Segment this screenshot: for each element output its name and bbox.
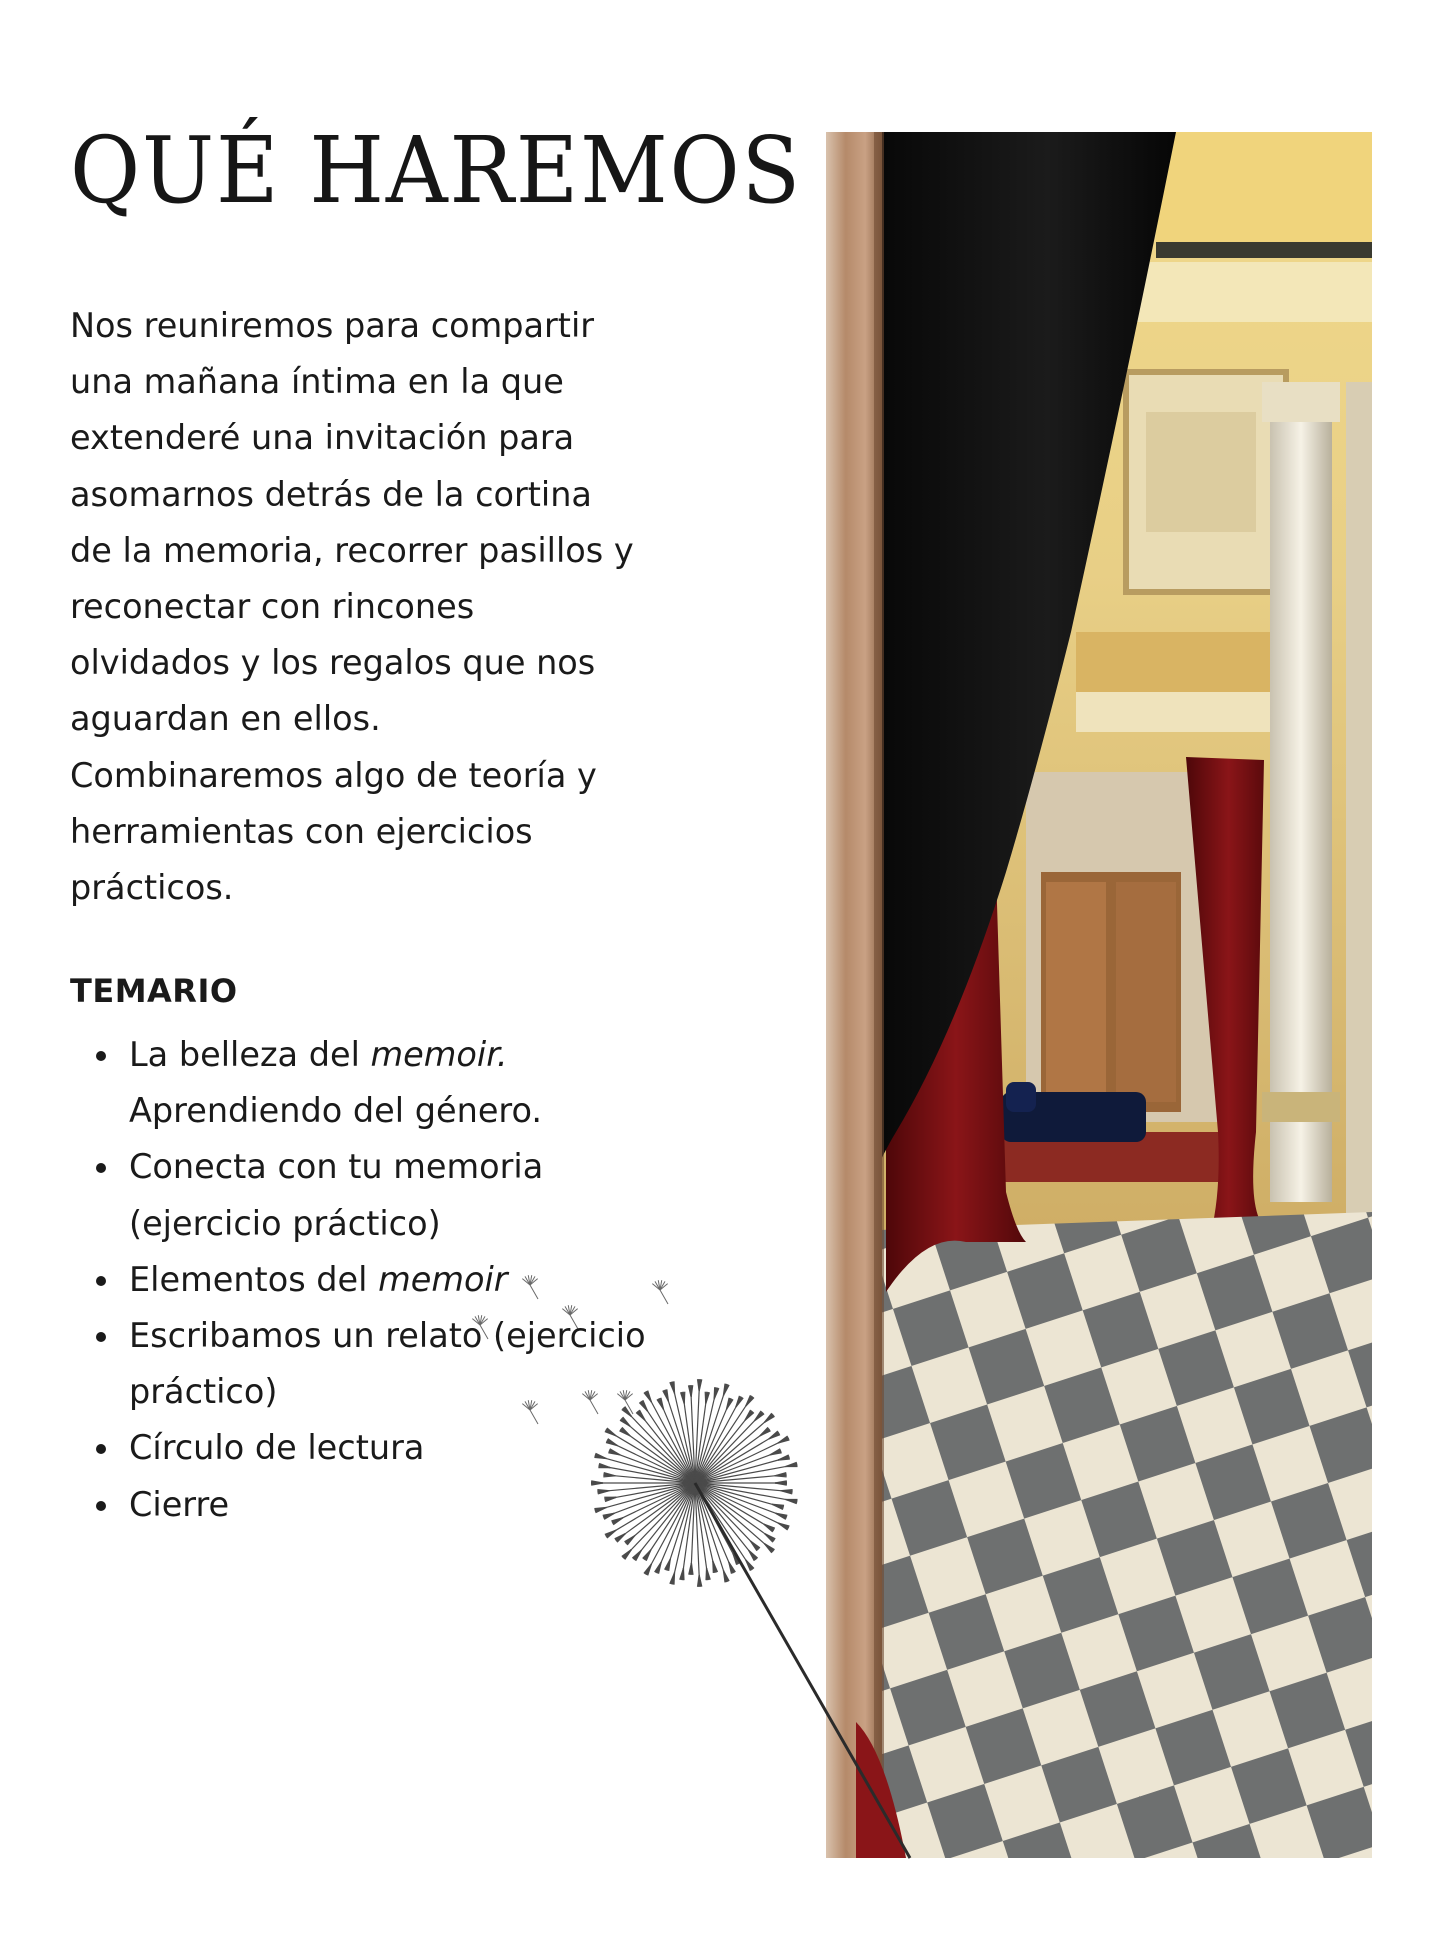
list-item [70, 1420, 710, 1476]
temario-list [70, 1027, 710, 1533]
intro-line: asomarnos detrás de la cortina [70, 474, 592, 514]
list-item [70, 1027, 710, 1139]
topic-emphasis: memoir [378, 1259, 508, 1299]
intro-line: Combinaremos algo de teoría y [70, 755, 597, 795]
topic-line-2: (ejercicio práctico) [129, 1203, 441, 1243]
list-item [70, 1308, 710, 1420]
palace-room-photo [826, 132, 1372, 1858]
list-item [70, 1477, 710, 1533]
topic-line-2: Aprendiendo del género. [129, 1091, 543, 1131]
intro-line: extenderé una invitación para [70, 418, 575, 458]
topic-line [129, 1252, 710, 1308]
intro-line: reconectar con rincones [70, 587, 475, 627]
topic-line-2: práctico) [129, 1372, 278, 1412]
intro-line: olvidados y los regalos que nos [70, 643, 596, 683]
intro-line: prácticos. [70, 868, 234, 908]
list-item [70, 1139, 710, 1251]
intro-line: una mañana íntima en la que [70, 362, 564, 402]
temario-heading: TEMARIO [70, 972, 238, 1010]
intro-line: Nos reuniremos para compartir [70, 306, 595, 345]
topic-text: Cierre [129, 1484, 230, 1524]
topic-line [129, 1027, 710, 1083]
list-item [70, 1252, 710, 1308]
bullet-icon [96, 1163, 106, 1173]
bullet-icon [96, 1332, 106, 1342]
topic-text: La belleza del [129, 1035, 371, 1074]
intro-line: aguardan en ellos. [70, 699, 381, 739]
bullet-icon [96, 1051, 106, 1061]
page-title: QUÉ HAREMOS [70, 117, 803, 224]
intro-paragraph [70, 298, 670, 916]
topic-text: Escribamos un relato (ejercicio [129, 1316, 646, 1356]
topic-emphasis: memoir. [370, 1035, 508, 1074]
bullet-icon [96, 1276, 106, 1286]
bullet-icon [96, 1444, 106, 1454]
topic-text: Círculo de lectura [129, 1428, 425, 1468]
intro-line: de la memoria, recorrer pasillos y [70, 530, 634, 570]
topic-text: Conecta con tu memoria [129, 1147, 544, 1187]
topic-text: Elementos del [129, 1259, 379, 1299]
bullet-icon [96, 1501, 106, 1511]
intro-line: herramientas con ejercicios [70, 811, 533, 851]
